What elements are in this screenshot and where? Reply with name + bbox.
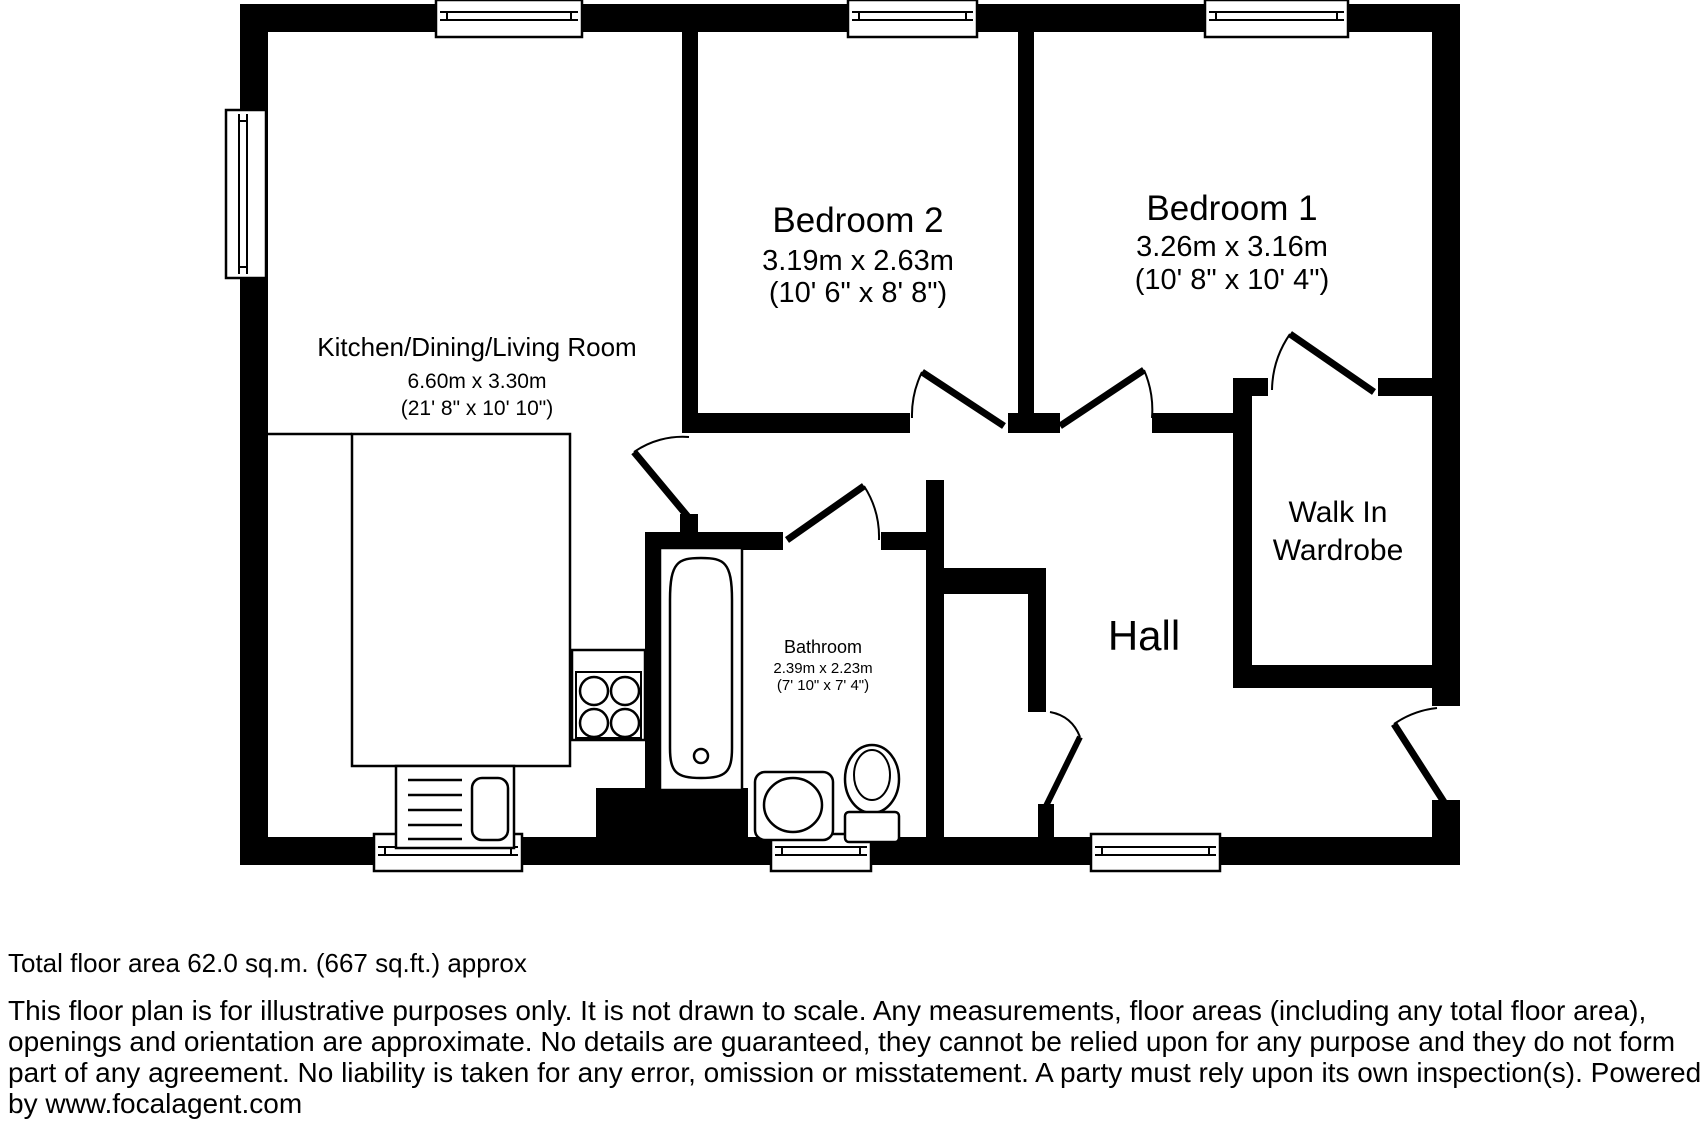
window-top-bedroom1 (1205, 0, 1348, 37)
kitchen-dims-imperial: (21' 8" x 10' 10") (400, 397, 554, 420)
bedroom2-dims-metric: 3.19m x 2.63m (762, 245, 954, 277)
door-bedroom1 (1060, 370, 1152, 426)
door-bathroom (787, 486, 879, 540)
wall-kitchen-bedroom2 (682, 32, 698, 433)
wall-bathroom-right (926, 480, 944, 837)
wall-right-lower (1432, 800, 1460, 865)
door-bedroom2 (912, 372, 1004, 426)
window-top-bedroom2 (848, 0, 977, 37)
bedroom1-dims-imperial: (10' 8" x 10' 4") (1134, 264, 1330, 296)
wall-stub-between-doors (1008, 413, 1060, 433)
wardrobe-label-line1: Walk In (1288, 496, 1388, 529)
bathroom-dims-imperial: (7' 10" x 7' 4") (776, 677, 870, 694)
footer-text (8, 948, 1701, 1119)
wall-wardrobe-top-left-stub (1252, 378, 1268, 396)
total-floor-area: Total floor area 62.0 sq.m. (667 sq.ft.) approx (8, 948, 527, 978)
disclaimer-line-3: part of any agreement. No liability is taken for any error, omission or misstatement. A party must rely upon its own inspection(s). Powered (8, 1057, 1702, 1088)
bedroom1-label: Bedroom 1 (1146, 189, 1318, 228)
window-bottom-hall (1091, 834, 1220, 871)
hall-label: Hall (1107, 612, 1181, 659)
kitchen-fixtures (268, 434, 645, 848)
kitchen-sink-icon (396, 766, 514, 848)
bathroom-dims-metric: 2.39m x 2.23m (773, 660, 873, 677)
disclaimer-line-2: openings and orientation are approximate. No details are guaranteed, they cannot be relied upon for any purpose and they do not form (8, 1026, 1676, 1057)
bathroom-label: Bathroom (783, 637, 863, 657)
wall-bedroom2-bedroom1 (1018, 32, 1034, 433)
window-top-kitchen (436, 0, 582, 37)
stove-hob-icon (572, 650, 645, 740)
bathtub-drain (694, 749, 708, 763)
door-kitchen (634, 437, 689, 518)
bathroom-sink-icon (755, 772, 833, 840)
wall-cupboard-door-stub (1038, 804, 1054, 837)
wall-bathroom-top-stub (881, 532, 926, 550)
wall-right-upper (1432, 4, 1460, 706)
wall-bathroom-left (645, 532, 660, 790)
door-wardrobe (1272, 334, 1374, 392)
toilet-icon (845, 745, 899, 842)
wall-bathroom-bottom-block (596, 788, 748, 865)
kitchen-dims-metric: 6.60m x 3.30m (407, 370, 547, 393)
wardrobe-label-line2: Wardrobe (1272, 534, 1404, 567)
wall-wardrobe-left (1233, 378, 1252, 688)
bathtub-icon (660, 548, 742, 790)
wall-cupboard-right (1028, 594, 1046, 712)
window-left-kitchen (226, 110, 266, 278)
disclaimer-line-1: This floor plan is for illustrative purposes only. It is not drawn to scale. Any measurements, floor areas (including any total floor area), (8, 995, 1647, 1026)
door-hall-cupboard (1046, 712, 1080, 806)
bedroom2-dims-imperial: (10' 6" x 8' 8") (768, 277, 948, 309)
disclaimer-line-4: by www.focalagent.com (8, 1088, 303, 1119)
bedroom2-label: Bedroom 2 (772, 201, 944, 240)
wall-bedroom2-hall (682, 413, 910, 433)
wall-wardrobe-top-right (1378, 378, 1432, 396)
wall-wardrobe-bottom (1233, 665, 1432, 688)
bedroom1-dims-metric: 3.26m x 3.16m (1136, 231, 1328, 263)
kitchen-label: Kitchen/Dining/Living Room (317, 332, 637, 362)
door-entrance (1394, 708, 1444, 802)
wall-cupboard-top (944, 568, 1046, 594)
kitchen-counter (352, 434, 570, 766)
